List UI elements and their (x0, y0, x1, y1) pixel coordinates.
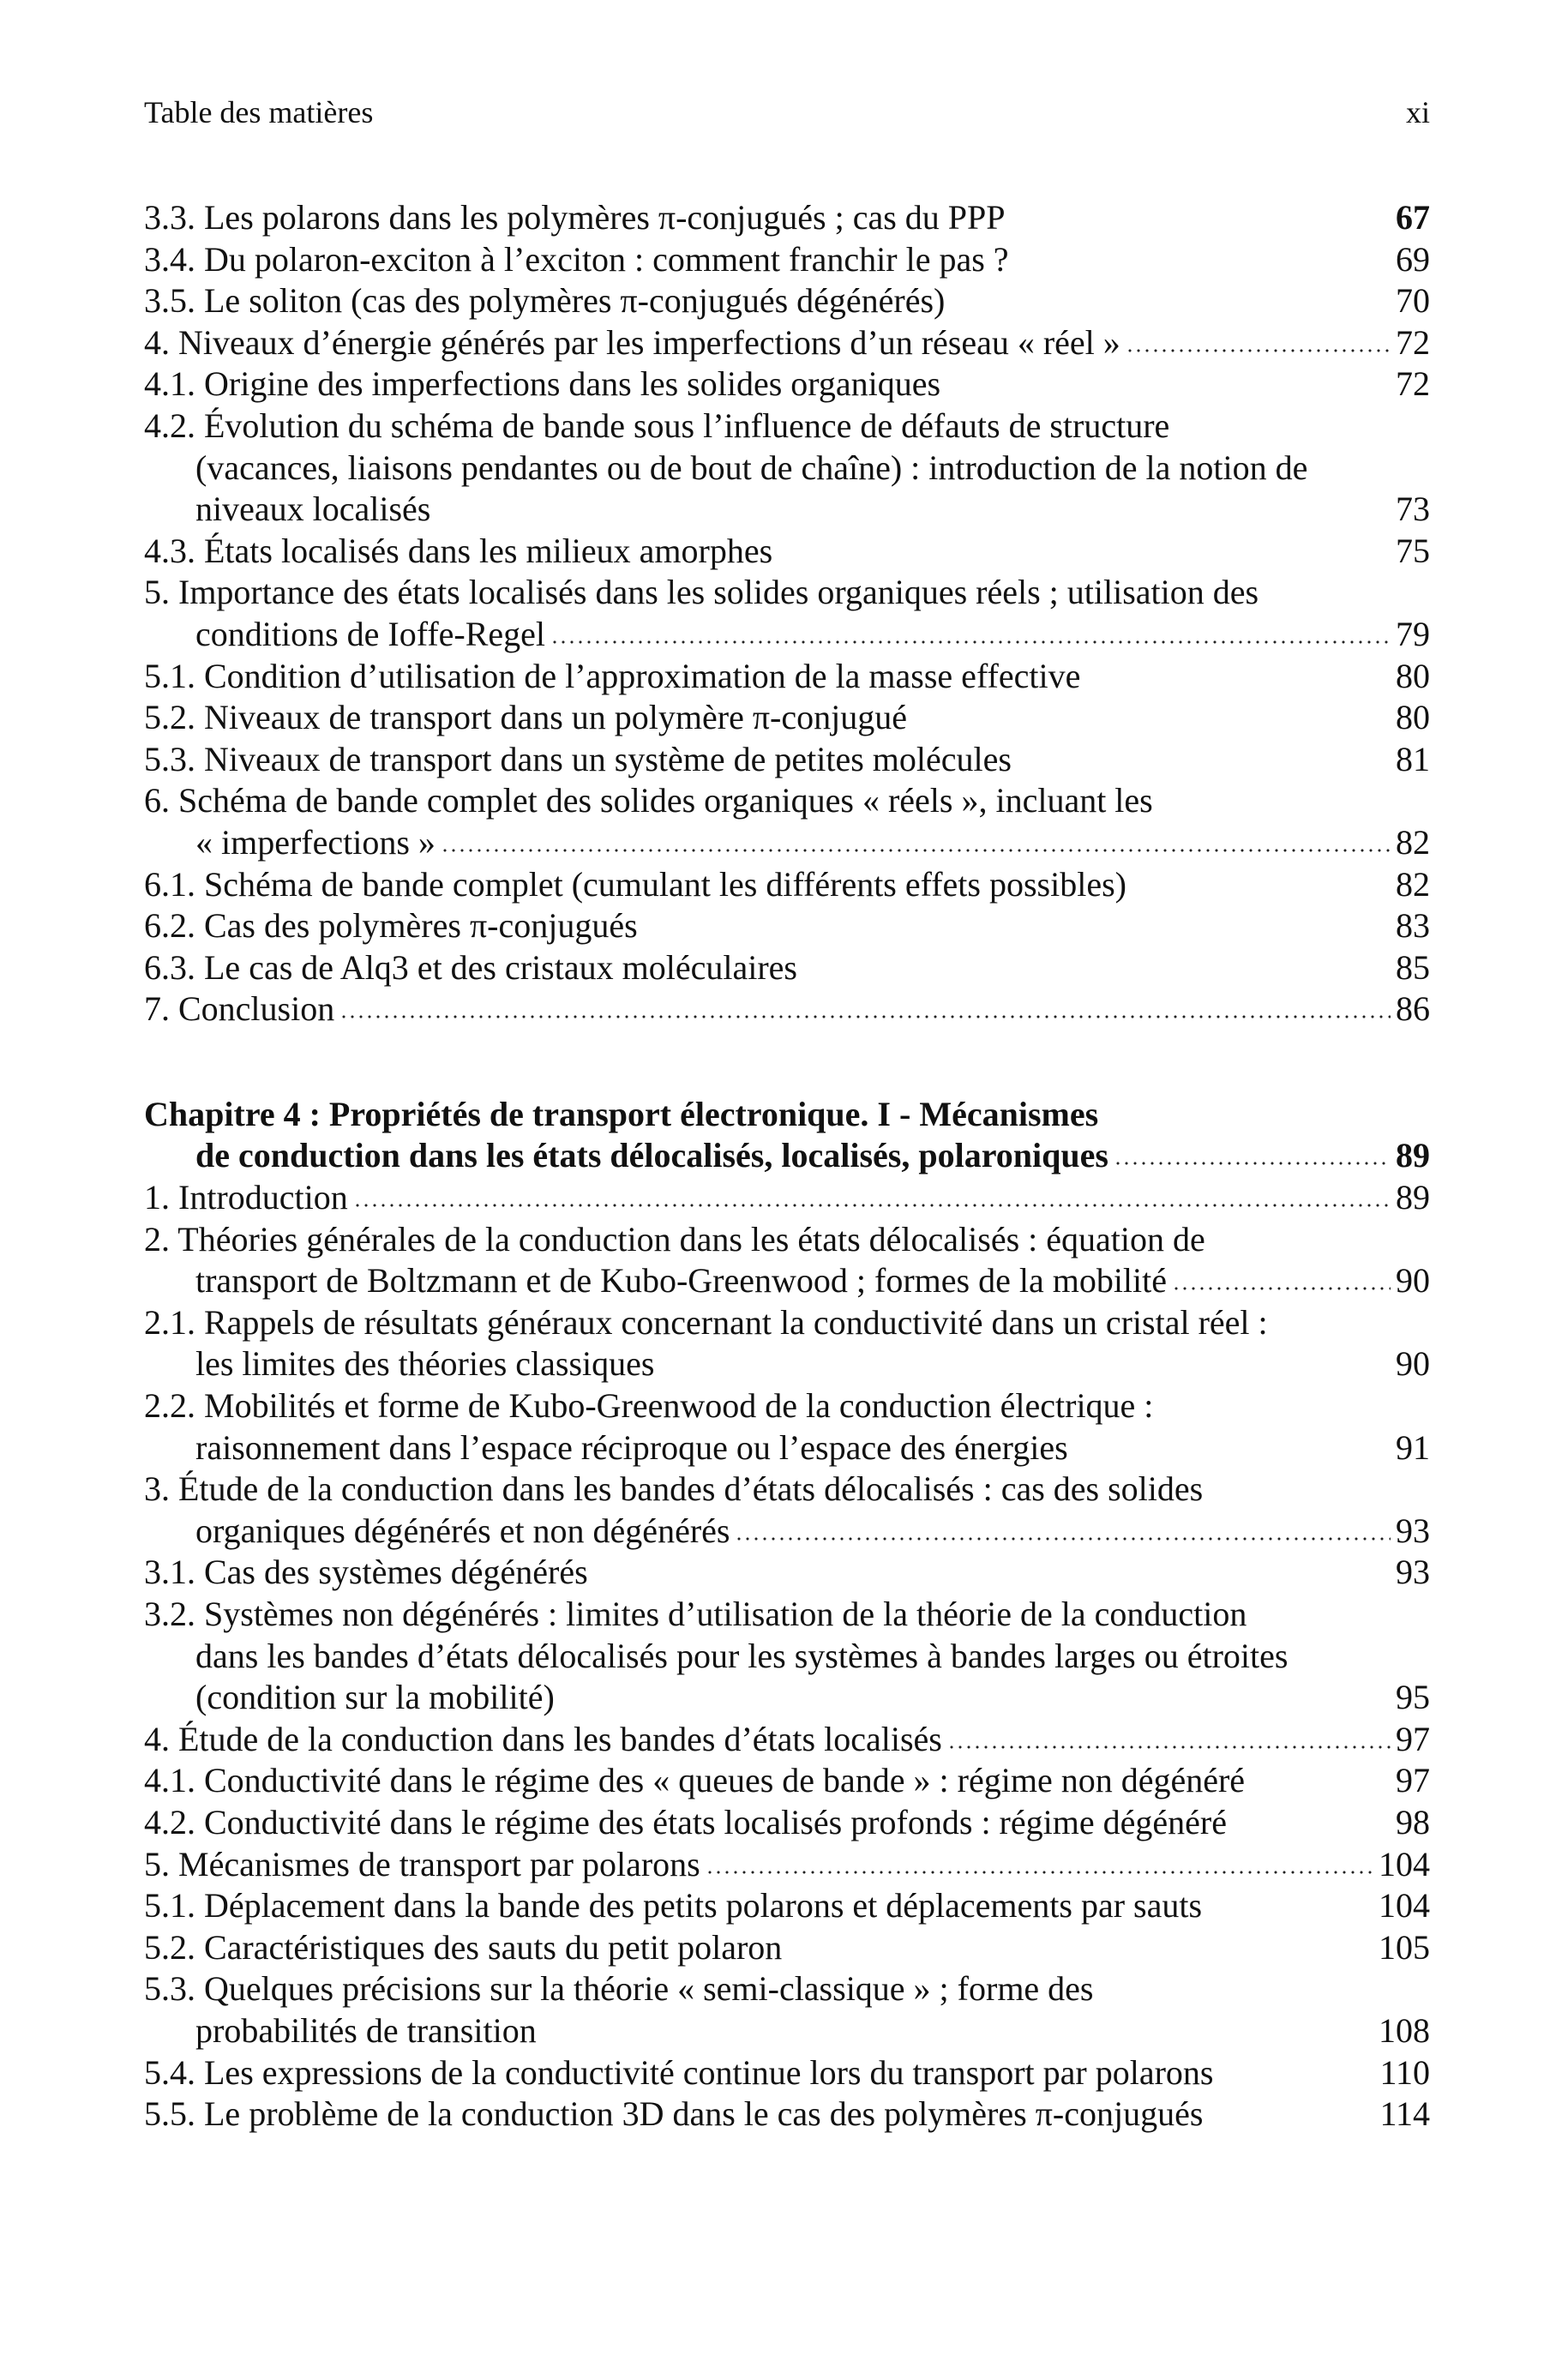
toc-entry: 4.1. Origine des imperfections dans les solides organiques 72 (144, 363, 1430, 406)
toc-page-number: 73 (1396, 490, 1430, 529)
toc-entry: 7. Conclusion 86 (144, 988, 1430, 1030)
toc-page-number: 90 (1396, 1344, 1430, 1384)
toc-page-number: 97 (1396, 1761, 1430, 1800)
toc-page-number: 93 (1396, 1511, 1430, 1550)
toc-entry: 4. Niveaux d’énergie générés par les imperfections d’un réseau « réel » 72 (144, 322, 1430, 364)
toc-entry-continuation: conditions de Ioffe-Regel 79 (144, 614, 1430, 656)
toc-entry: 6.1. Schéma de bande complet (cumulant les différents effets possibles) 82 (144, 864, 1430, 906)
toc-page-number: 79 (1396, 614, 1430, 653)
toc-page-number: 108 (1379, 2010, 1430, 2050)
chapter-heading: Chapitre 4 : Propriétés de transport électronique. I - Mécanismes (144, 1094, 1099, 1133)
dot-leader (706, 1869, 1373, 1876)
toc-entry: 5. Mécanismes de transport par polarons 104 (144, 1844, 1430, 1886)
toc-page-number: 85 (1396, 947, 1430, 987)
toc-entry: 5.2. Niveaux de transport dans un polymère π-conjugué 80 (144, 697, 1430, 739)
toc-page-number: 72 (1396, 322, 1430, 362)
toc-page-number: 75 (1396, 531, 1430, 570)
toc-page-number: 80 (1396, 698, 1430, 737)
dot-leader (1126, 347, 1391, 354)
toc-page-number: 97 (1396, 1719, 1430, 1758)
toc-entry: 5.3. Niveaux de transport dans un système de petites molécules 81 (144, 739, 1430, 781)
dot-leader (1172, 1285, 1391, 1292)
toc-entry: 2.2. Mobilités et forme de Kubo-Greenwood de la conduction électrique : (144, 1386, 1154, 1426)
dot-leader (1114, 1160, 1391, 1167)
toc-entry: 5.1. Déplacement dans la bande des petits polarons et déplacements par sauts 104 (144, 1885, 1430, 1927)
toc-page-number: 104 (1379, 1844, 1430, 1883)
dot-leader (947, 1744, 1391, 1751)
toc-entry: 1. Introduction 89 (144, 1177, 1430, 1219)
running-head (144, 94, 1430, 137)
toc-page-number: 82 (1396, 864, 1430, 904)
dot-leader (735, 1535, 1391, 1542)
toc-entry: 4.1. Conductivité dans le régime des « queues de bande » : régime non dégénéré 97 (144, 1760, 1430, 1802)
toc-entry-continuation: niveaux localisés 73 (144, 489, 1430, 531)
toc-entry: 6.2. Cas des polymères π-conjugués 83 (144, 905, 1430, 947)
toc-page-number: 81 (1396, 739, 1430, 778)
toc-page-number: 86 (1396, 989, 1430, 1029)
toc-entry-continuation: transport de Boltzmann et de Kubo-Greenwood ; formes de la mobilité 90 (144, 1260, 1430, 1302)
toc-entry: 3.3. Les polarons dans les polymères π-conjugués ; cas du PPP 67 (144, 197, 1430, 239)
chapter-page-number: 89 (1396, 1136, 1430, 1175)
toc-entry: 4.2. Conductivité dans le régime des états localisés profonds : régime dégénéré 98 (144, 1802, 1430, 1844)
toc-entry: 3.4. Du polaron-exciton à l’exciton : comment franchir le pas ? 69 (144, 239, 1430, 281)
toc-entry-continuation: probabilités de transition 108 (144, 2010, 1430, 2052)
toc-entry: 5. Importance des états localisés dans les solides organiques réels ; utilisation des (144, 573, 1259, 612)
toc-page-number: 72 (1396, 364, 1430, 404)
dot-leader (353, 1202, 1391, 1209)
toc-entry-continuation: raisonnement dans l’espace réciproque ou l’espace des énergies 91 (144, 1427, 1430, 1469)
toc-page-number: 69 (1396, 239, 1430, 279)
toc-entry: 5.4. Les expressions de la conductivité continue lors du transport par polarons 110 (144, 2052, 1430, 2094)
toc-entry: 3.2. Systèmes non dégénérés : limites d’utilisation de la théorie de la conduction (144, 1595, 1247, 1633)
toc-entry: 4.3. États localisés dans les milieux amorphes 75 (144, 531, 1430, 573)
toc-entry: 3.5. Le soliton (cas des polymères π-conjugués dégénérés) 70 (144, 280, 1430, 322)
toc-entry-continuation: dans les bandes d’états délocalisés pour les systèmes à bandes larges ou étroites (195, 1636, 1289, 1675)
toc-entry-continuation: (condition sur la mobilité) 95 (144, 1677, 1430, 1719)
toc-page-number: 80 (1396, 656, 1430, 695)
toc-page-number: 70 (1396, 281, 1430, 321)
toc-page-number: 91 (1396, 1427, 1430, 1467)
toc-entry: 4. Étude de la conduction dans les bandes d’états localisés 97 (144, 1719, 1430, 1761)
toc-page-number: 110 (1379, 2052, 1430, 2092)
toc-page-number: 114 (1379, 2094, 1430, 2134)
toc-entry: 5.2. Caractéristiques des sauts du petit polaron 105 (144, 1927, 1430, 1969)
toc-entry: 5.5. Le problème de la conduction 3D dans le cas des polymères π-conjugués 114 (144, 2094, 1430, 2136)
dot-leader (441, 847, 1391, 854)
table-of-contents (144, 197, 1430, 2136)
toc-page-number: 83 (1396, 906, 1430, 946)
toc-entry: 4.2. Évolution du schéma de bande sous l’influence de défauts de structure (144, 406, 1170, 445)
toc-entry: 5.3. Quelques précisions sur la théorie « semi-classique » ; forme des (144, 1969, 1094, 2009)
toc-entry: 5.1. Condition d’utilisation de l’approximation de la masse effective 80 (144, 656, 1430, 698)
toc-entry: 3.1. Cas des systèmes dégénérés 93 (144, 1552, 1430, 1594)
dot-leader (339, 1013, 1391, 1020)
toc-entry-continuation: « imperfections » 82 (144, 822, 1430, 864)
toc-page-number: 90 (1396, 1261, 1430, 1301)
toc-page-number: 82 (1396, 822, 1430, 862)
toc-page-number: 104 (1379, 1886, 1430, 1925)
toc-page-number: 98 (1396, 1802, 1430, 1841)
toc-entry-continuation: les limites des théories classiques 90 (144, 1343, 1430, 1385)
toc-entry: 2.1. Rappels de résultats généraux concernant la conductivité dans un cristal réel : (144, 1302, 1268, 1342)
toc-entry: 6.3. Le cas de Alq3 et des cristaux moléculaires 85 (144, 947, 1430, 989)
toc-entry: 6. Schéma de bande complet des solides organiques « réels », incluant les (144, 781, 1153, 820)
dot-leader (550, 639, 1391, 646)
toc-entry: 3. Étude de la conduction dans les bandes d’états délocalisés : cas des solides (144, 1469, 1204, 1509)
section-spacer (144, 1030, 1430, 1094)
toc-page-number: 105 (1379, 1927, 1430, 1967)
toc-entry-continuation: (vacances, liaisons pendantes ou de bout de chaîne) : introduction de la notion de (195, 448, 1308, 487)
page-number: xi (1405, 95, 1430, 129)
toc-page-number: 67 (1396, 198, 1430, 237)
toc-entry-continuation: organiques dégénérés et non dégénérés 93 (144, 1511, 1430, 1553)
running-title: Table des matières (144, 95, 374, 129)
toc-page-number: 89 (1396, 1178, 1430, 1217)
toc-page-number: 95 (1396, 1678, 1430, 1717)
toc-page-number: 93 (1396, 1553, 1430, 1592)
chapter-heading-continuation: de conduction dans les états délocalisés, localisés, polaroniques 89 (144, 1135, 1430, 1177)
toc-entry: 2. Théories générales de la conduction dans les états délocalisés : équation de (144, 1219, 1205, 1259)
